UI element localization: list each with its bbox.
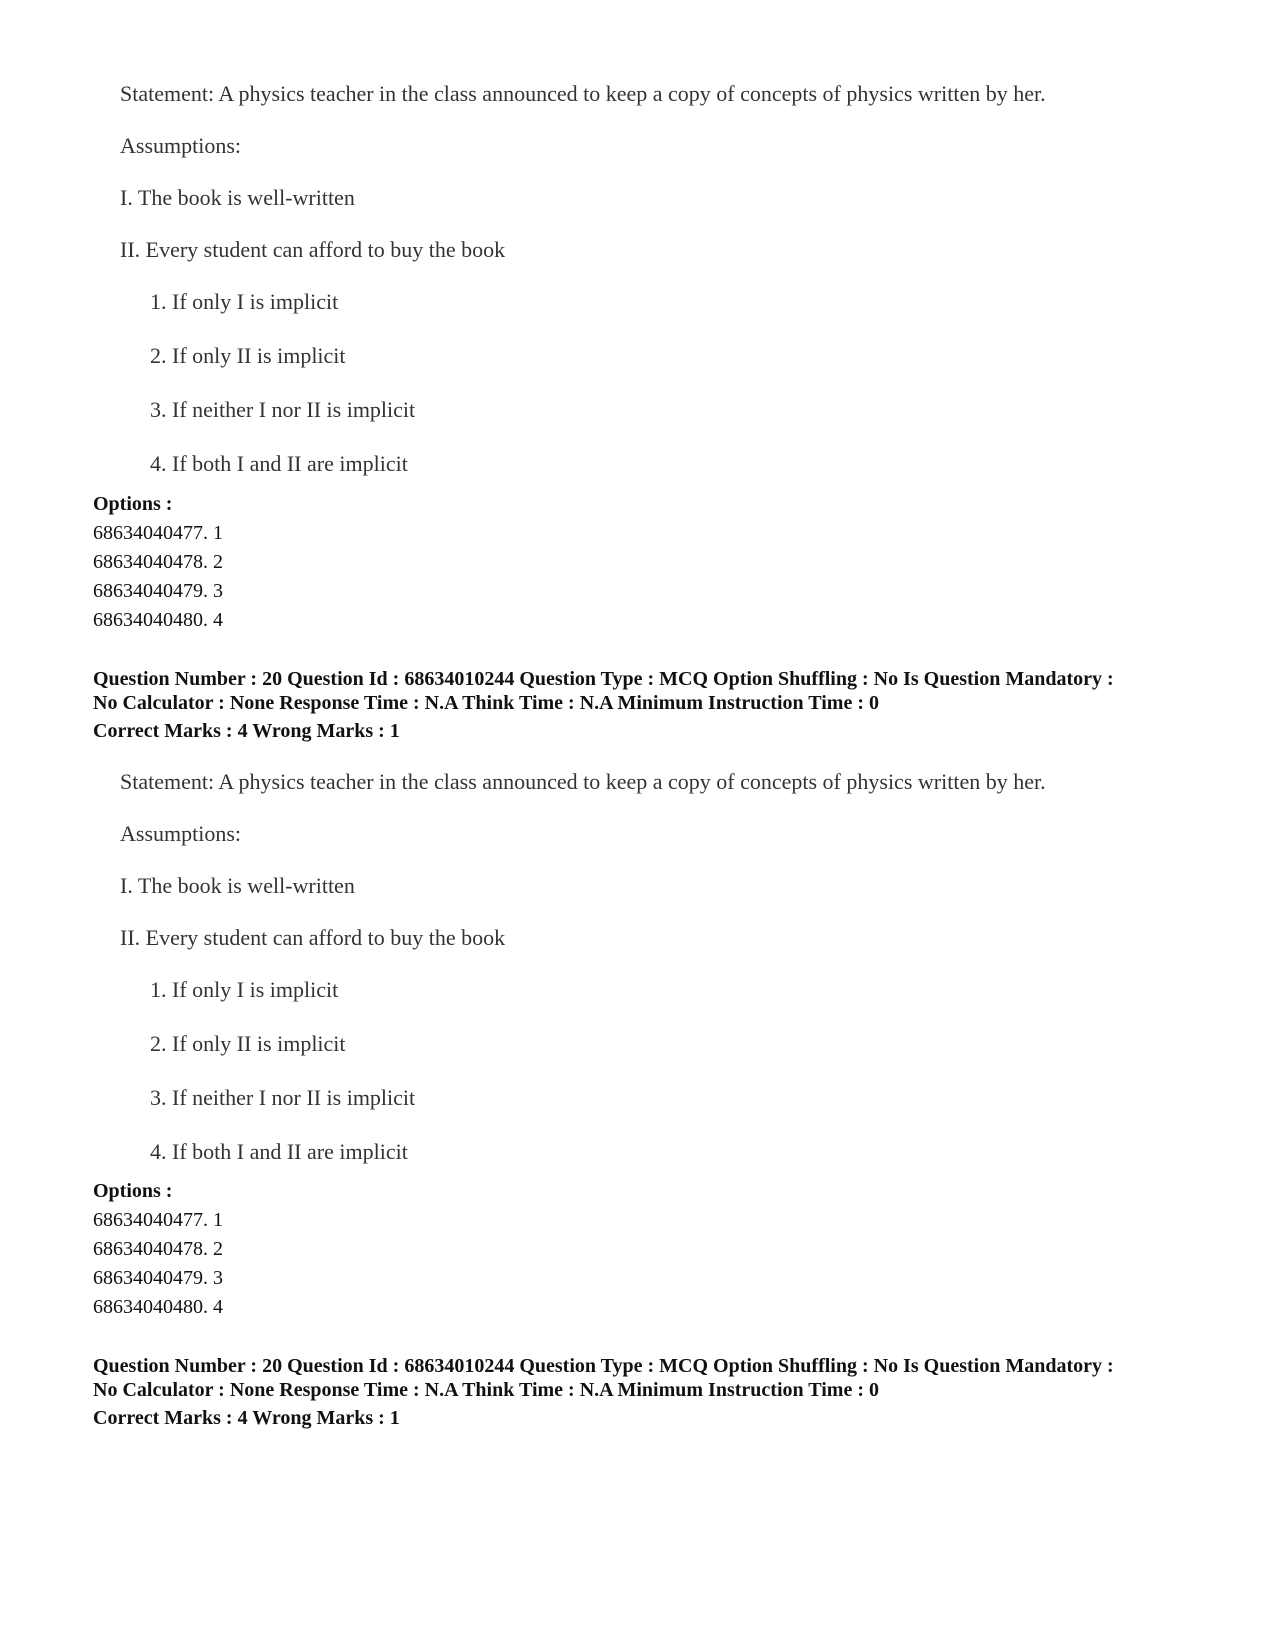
options-list — [93, 1177, 223, 1322]
statement-text: Statement: A physics teacher in the class announced to keep a copy of concepts of physics written by her. — [120, 81, 1046, 106]
meta-line: No Calculator : None Response Time : N.A Think Time : N.A Minimum Instruction Time : 0 — [93, 1379, 879, 1401]
choice-item: 3. If neither I nor II is implicit — [150, 1085, 416, 1110]
assumption-2: II. Every student can afford to buy the book — [120, 925, 506, 950]
question-image — [120, 80, 1220, 504]
options-label: Options : — [93, 493, 173, 515]
question-meta — [93, 1354, 1203, 1430]
question-image — [120, 768, 1220, 1192]
option-item: 68634040478. 2 — [93, 551, 223, 573]
option-item: 68634040477. 1 — [93, 522, 223, 544]
option-item: 68634040479. 3 — [93, 580, 223, 602]
assumptions-label: Assumptions: — [120, 821, 242, 846]
assumption-1: I. The book is well-written — [120, 185, 355, 210]
choice-item: 4. If both I and II are implicit — [150, 1139, 408, 1164]
statement-text: Statement: A physics teacher in the class announced to keep a copy of concepts of physics written by her. — [120, 769, 1046, 794]
options-list — [93, 490, 223, 635]
option-item: 68634040480. 4 — [93, 609, 223, 631]
choice-item: 1. If only I is implicit — [150, 289, 339, 314]
options-label: Options : — [93, 1180, 173, 1202]
choice-item: 1. If only I is implicit — [150, 977, 339, 1002]
assumption-2: II. Every student can afford to buy the book — [120, 237, 506, 262]
option-item: 68634040479. 3 — [93, 1267, 223, 1289]
meta-line: No Calculator : None Response Time : N.A Think Time : N.A Minimum Instruction Time : 0 — [93, 692, 879, 714]
marks-line: Correct Marks : 4 Wrong Marks : 1 — [93, 1407, 400, 1429]
marks-line: Correct Marks : 4 Wrong Marks : 1 — [93, 720, 400, 742]
choice-item: 3. If neither I nor II is implicit — [150, 397, 416, 422]
choice-item: 2. If only II is implicit — [150, 343, 346, 368]
meta-line: Question Number : 20 Question Id : 68634010244 Question Type : MCQ Option Shuffling : No Is Question Mandatory : — [93, 668, 1114, 690]
question-meta — [93, 667, 1203, 743]
option-item: 68634040477. 1 — [93, 1209, 223, 1231]
choice-item: 2. If only II is implicit — [150, 1031, 346, 1056]
choice-item: 4. If both I and II are implicit — [150, 451, 408, 476]
assumption-1: I. The book is well-written — [120, 873, 355, 898]
assumptions-label: Assumptions: — [120, 133, 242, 158]
option-item: 68634040480. 4 — [93, 1296, 223, 1318]
option-item: 68634040478. 2 — [93, 1238, 223, 1260]
meta-line: Question Number : 20 Question Id : 68634010244 Question Type : MCQ Option Shuffling : No Is Question Mandatory : — [93, 1355, 1114, 1377]
